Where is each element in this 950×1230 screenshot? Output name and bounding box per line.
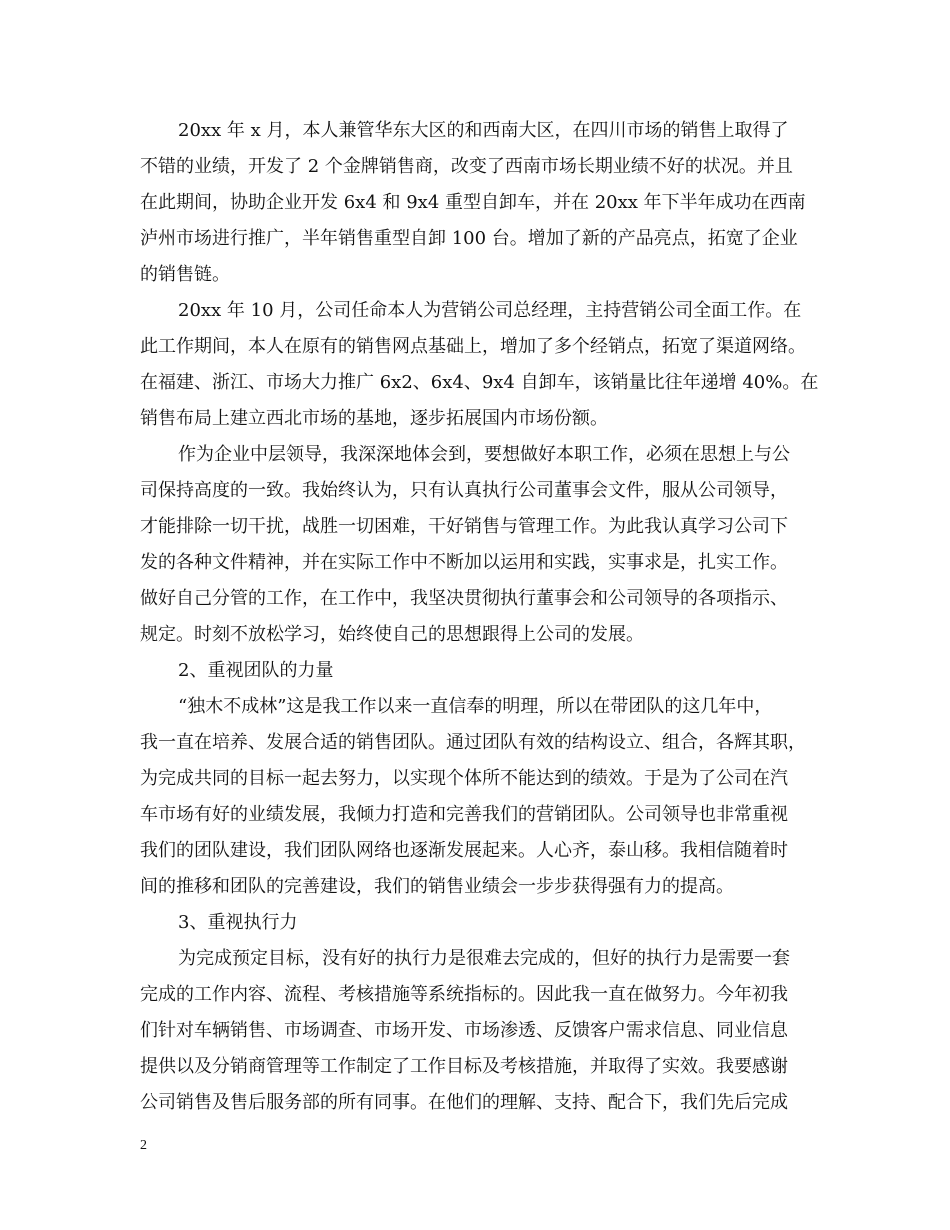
text-line: 我们的团队建设，我们团队网络也逐渐发展起来。人心齐，泰山移。我相信随着时: [140, 840, 788, 861]
text-line: 在此期间，协助企业开发 6x4 和 9x4 重型自卸车，并在 20xx 年下半年成功在西南: [140, 192, 806, 213]
text-line: 完成的工作内容、流程、考核措施等系统指标的。因此我一直在做努力。今年初我: [140, 984, 788, 1005]
text-line: 20xx 年 10 月，公司任命本人为营销公司总经理，主持营销公司全面工作。在: [178, 300, 802, 321]
text-line: 此工作期间，本人在原有的销售网点基础上，增加了多个经销点，拓宽了渠道网络。: [140, 336, 806, 357]
text-line: 规定。时刻不放松学习，始终使自己的思想跟得上公司的发展。: [140, 624, 644, 645]
paragraph: [140, 113, 820, 293]
text-line: 做好自己分管的工作，在工作中，我坚决贯彻执行董事会和公司领导的各项指示、: [140, 588, 788, 609]
page-number: 2: [140, 1138, 147, 1153]
text-line: 发的各种文件精神，并在实际工作中不断加以运用和实践，实事求是，扎实工作。: [140, 552, 788, 573]
text-line: “独木不成林”这是我工作以来一直信奉的明理，所以在带团队的这几年中，: [178, 696, 773, 717]
text-line: 们针对车辆销售、市场调查、市场开发、市场渗透、反馈客户需求信息、同业信息: [140, 1020, 788, 1041]
text-line: 泸州市场进行推广，半年销售重型自卸 100 台。增加了新的产品亮点，拓宽了企业: [140, 228, 798, 249]
text-line: 不错的业绩，开发了 2 个金牌销售商，改变了西南市场长期业绩不好的状况。并且: [140, 156, 793, 177]
text-line: 20xx 年 x 月，本人兼管华东大区的和西南大区，在四川市场的销售上取得了: [178, 120, 789, 141]
text-line: 间的推移和团队的完善建设，我们的销售业绩会一步步获得强有力的提高。: [140, 876, 734, 897]
text-line: 才能排除一切干扰，战胜一切困难，干好销售与管理工作。为此我认真学习公司下: [140, 516, 788, 537]
text-line: 提供以及分销商管理等工作制定了工作目标及考核措施，并取得了实效。我要感谢: [140, 1056, 788, 1077]
text-line: 作为企业中层领导，我深深地体会到，要想做好本职工作，必须在思想上与公: [178, 444, 790, 465]
text-line: 为完成共同的目标一起去努力，以实现个体所不能达到的绩效。于是为了公司在汽: [140, 768, 788, 789]
text-line: 车市场有好的业绩发展，我倾力打造和完善我们的营销团队。公司领导也非常重视: [140, 804, 788, 825]
paragraph: [140, 941, 820, 1121]
section-heading: 2、重视团队的力量: [178, 660, 334, 681]
text-line: 销售布局上建立西北市场的基地，逐步拓展国内市场份额。: [140, 408, 608, 429]
text-line: 在福建、浙江、市场大力推广 6x2、6x4、9x4 自卸车，该销量比往年递增 40%。在: [140, 372, 819, 393]
paragraph: [140, 689, 820, 905]
document-body: [140, 113, 820, 1121]
paragraph: [140, 437, 820, 653]
section-heading: 3、重视执行力: [178, 912, 298, 933]
text-line: 司保持高度的一致。我始终认为，只有认真执行公司董事会文件，服从公司领导，: [140, 480, 788, 501]
text-line: 公司销售及售后服务部的所有同事。在他们的理解、支持、配合下，我们先后完成: [140, 1092, 788, 1113]
text-line: 的销售链。: [140, 264, 230, 285]
text-line: 我一直在培养、发展合适的销售团队。通过团队有效的结构设立、组合，各辉其职，: [140, 732, 806, 753]
text-line: 为完成预定目标，没有好的执行力是很难去完成的，但好的执行力是需要一套: [178, 948, 790, 969]
paragraph: [140, 293, 820, 437]
